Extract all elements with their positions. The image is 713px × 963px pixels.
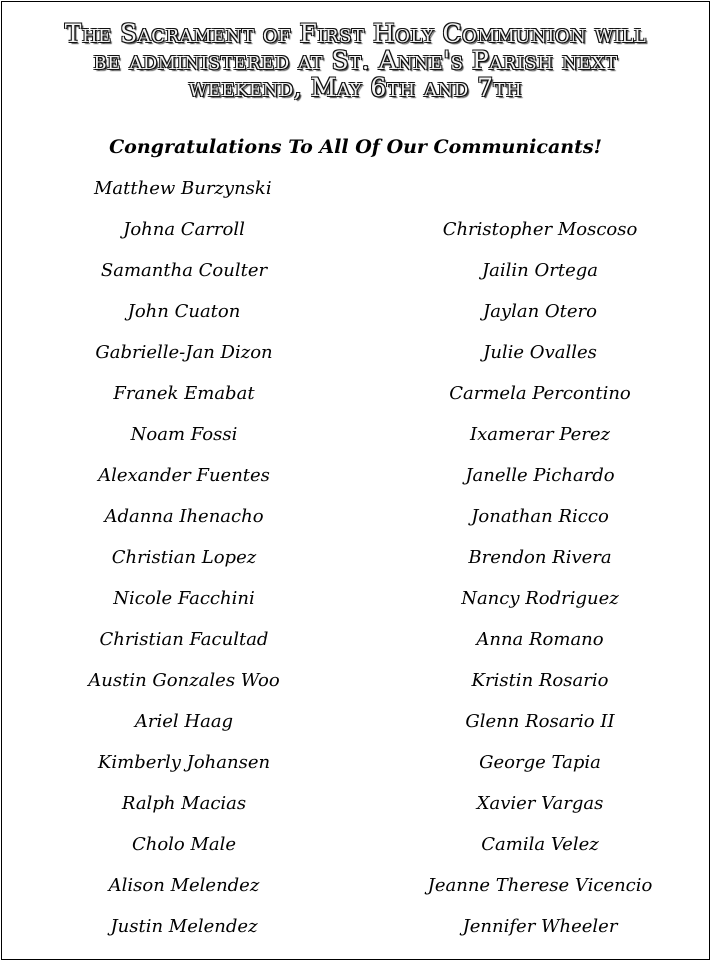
communicant-name: Jaylan Otero <box>482 301 597 322</box>
communicant-name: Justin Melendez <box>110 916 258 937</box>
communicant-name: Brendon Rivera <box>468 547 612 568</box>
communicant-name: Jennifer Wheeler <box>462 916 618 937</box>
communicant-name: Nicole Facchini <box>113 588 255 609</box>
communicant-name: Adanna Ihenacho <box>104 506 264 527</box>
communicant-name: Noam Fossi <box>130 424 238 445</box>
communicant-name: Carmela Percontino <box>449 383 631 404</box>
headline-line-1: The Sacrament of First Holy Communion will <box>64 19 647 48</box>
communicant-name: Alexander Fuentes <box>98 465 270 486</box>
communicant-name: Christopher Moscoso <box>442 219 638 240</box>
communicant-name: Johna Carroll <box>123 219 245 240</box>
communicant-name: Glenn Rosario II <box>465 711 615 732</box>
flyer-page <box>1 1 710 960</box>
communicant-name: Kimberly Johansen <box>97 752 271 773</box>
communicant-name: Christian Facultad <box>99 629 269 650</box>
communicant-name: George Tapia <box>479 752 601 773</box>
communicant-name: Jonathan Ricco <box>471 506 609 527</box>
congratulations-subhead: Congratulations To All Of Our Communicants! <box>109 136 602 158</box>
communicant-name: Ixamerar Perez <box>469 424 611 445</box>
communicant-name: Christian Lopez <box>111 547 257 568</box>
headline-line-3: weekend, May 6th and 7th <box>188 73 523 102</box>
communicant-name: Xavier Vargas <box>476 793 604 814</box>
communicant-name: John Cuaton <box>127 301 241 322</box>
communicant-name: Anna Romano <box>476 629 604 650</box>
communicant-name: Jailin Ortega <box>481 260 599 281</box>
communicant-name: Austin Gonzales Woo <box>88 670 280 691</box>
communicant-name: Kristin Rosario <box>471 670 609 691</box>
communicant-name: Jeanne Therese Vicencio <box>427 875 653 896</box>
communicant-name: Matthew Burzynski <box>94 178 272 199</box>
communicant-name: Ariel Haag <box>134 711 234 732</box>
headline-line-2: be administered at St. Anne's Parish next <box>93 46 618 75</box>
headline <box>2 20 709 101</box>
communicant-name: Franek Emabat <box>113 383 255 404</box>
communicant-name: Ralph Macias <box>121 793 247 814</box>
communicant-name: Nancy Rodriguez <box>461 588 619 609</box>
communicant-name: Gabrielle-Jan Dizon <box>95 342 273 363</box>
communicant-name: Camila Velez <box>481 834 599 855</box>
communicant-name: Cholo Male <box>131 834 237 855</box>
communicant-name: Samantha Coulter <box>100 260 268 281</box>
communicant-name: Janelle Pichardo <box>465 465 615 486</box>
communicant-name: Julie Ovalles <box>483 342 597 363</box>
communicant-name: Alison Melendez <box>108 875 260 896</box>
